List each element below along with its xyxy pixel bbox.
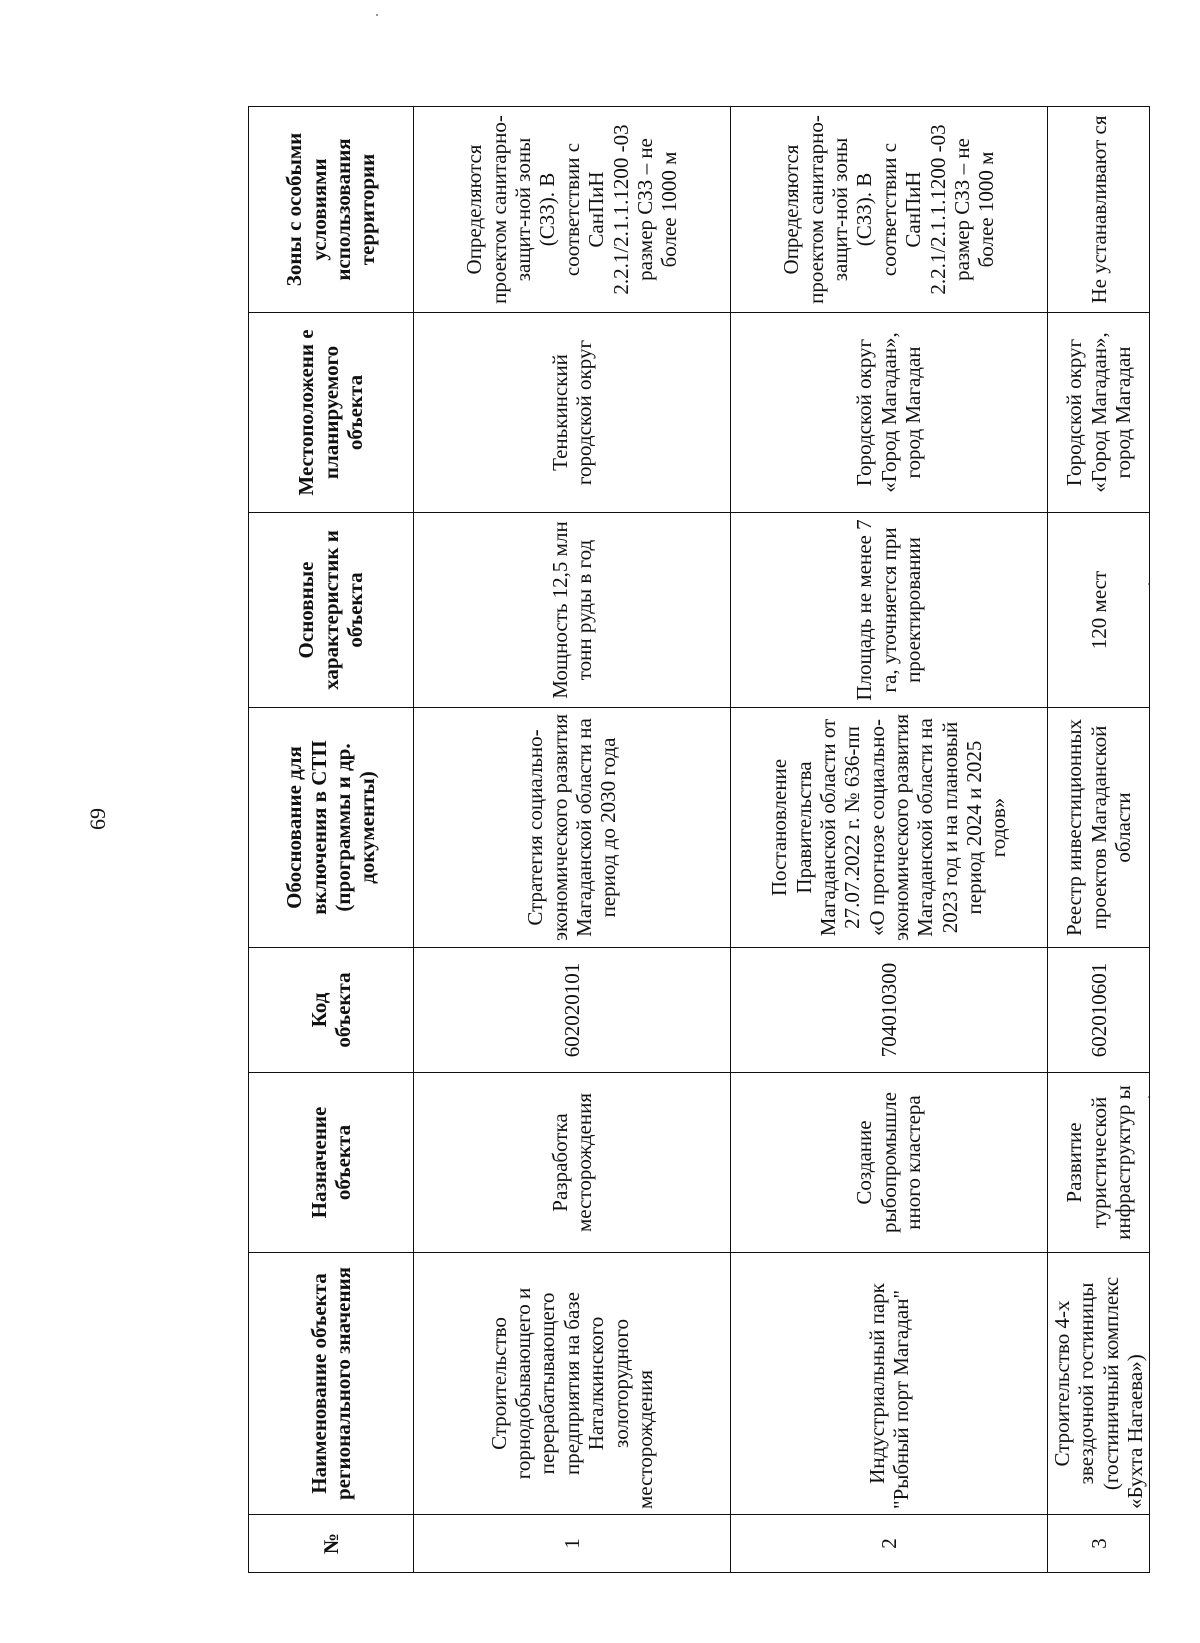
table-row — [1048, 107, 1150, 1573]
cell-purpose: Разработка месторождения — [414, 1073, 731, 1253]
cell-code: 704010300 — [731, 948, 1048, 1073]
cell-zones: Не устанавливают ся — [1048, 107, 1150, 313]
scan-speck — [376, 14, 378, 16]
header-name: Наименование объекта регионального значения — [249, 1253, 414, 1515]
header-basis: Обоснование для включения в СТП (программы и др. документы) — [249, 708, 414, 948]
table-row — [731, 107, 1048, 1573]
cell-code: 602020101 — [414, 948, 731, 1073]
cell-basis: Реестр инвестиционных проектов Магаданской области — [1048, 708, 1150, 948]
cell-num: 1 — [414, 1515, 731, 1573]
cell-zones: Определяются проектом санитарно-защит-ной зоны (СЗЗ). В соответствии с СанПиН 2.2.1/2.1.1.1200 -03 размер СЗЗ – не более 1000 м — [414, 107, 731, 313]
cell-location: Городской округ «Город Магадан», город Магадан — [731, 313, 1048, 513]
table-row — [414, 107, 731, 1573]
cell-name: Индустриальный парк "Рыбный порт Магадан" — [731, 1253, 1048, 1515]
cell-characteristics: Площадь не менее 7 га, уточняется при проектировании — [731, 513, 1048, 708]
header-purpose: Назначение объекта — [249, 1073, 414, 1253]
cell-basis: Стратегия социально-экономического развития Магаданской области на период до 2030 года — [414, 708, 731, 948]
cell-num: 3 — [1048, 1515, 1150, 1573]
cell-location: Городской округ «Город Магадан», город Магадан — [1048, 313, 1150, 513]
cell-purpose: Создание рыбопромышле нного кластера — [731, 1073, 1048, 1253]
header-location: Местоположени е планируемого объекта — [249, 313, 414, 513]
header-code: Код объекта — [249, 948, 414, 1073]
regional-objects-table — [248, 106, 1150, 1573]
cell-name: Строительство 4-х звездочной гостиницы (гостиничный комплекс «Бухта Нагаева») — [1048, 1253, 1150, 1515]
table-header-row — [249, 107, 414, 1573]
header-num: № — [249, 1515, 414, 1573]
page-number: 69 — [85, 808, 110, 830]
cell-num: 2 — [731, 1515, 1048, 1573]
header-zones: Зоны с особыми условиями использования территории — [249, 107, 414, 313]
cell-name: Строительство горнодобывающего и перерабатывающего предприятия на базе Наталкинского золоторудного месторождения — [414, 1253, 731, 1515]
cell-characteristics: 120 мест — [1048, 513, 1150, 708]
cell-basis: Постановление Правительства Магаданской области от 27.07.2022 г. № 636-пп «О прогнозе социально-экономического развития Магаданской области на 2023 год и на плановый период 2024 и 2025 годов» — [731, 708, 1048, 948]
cell-code: 602010601 — [1048, 948, 1150, 1073]
cell-characteristics: Мощность 12,5 млн тонн руды в год — [414, 513, 731, 708]
cell-location: Тенькинский городской округ — [414, 313, 731, 513]
cell-zones: Определяются проектом санитарно-защит-ной зоны (СЗЗ). В соответствии с СанПиН 2.2.1/2.1.1.1200 -03 размер СЗЗ – не более 1000 м — [731, 107, 1048, 313]
cell-purpose: Развитие туристической инфраструктур ы — [1048, 1073, 1150, 1253]
rotated-table-frame — [248, 107, 1148, 1573]
header-characteristics: Основные характеристик и объекта — [249, 513, 414, 708]
